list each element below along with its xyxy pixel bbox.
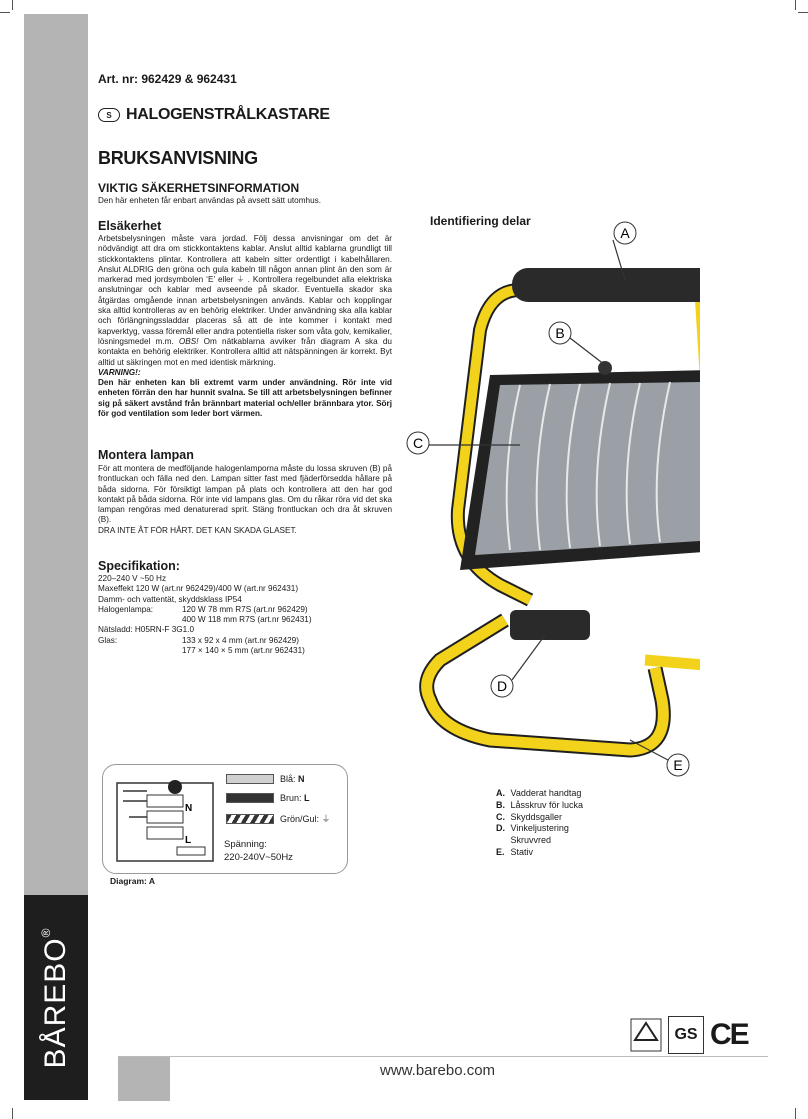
callout-a: A <box>620 225 630 241</box>
part-item: B. Låsskruv för lucka <box>496 799 584 810</box>
crop-mark <box>798 12 808 13</box>
brand-name: BÅREBO <box>39 936 72 1068</box>
certification-marks <box>630 1016 748 1054</box>
title-row <box>98 106 330 124</box>
warning-label: VARNING!: <box>98 367 141 377</box>
safety-heading: VIKTIG SÄKERHETSINFORMATION <box>98 181 300 195</box>
language-badge: S <box>98 108 120 122</box>
legend-green-yellow <box>226 812 331 825</box>
sidebar-band <box>24 14 88 1100</box>
spec-list <box>98 574 398 656</box>
floodlight-illustration <box>400 220 700 780</box>
brand-logo-band <box>24 895 88 1100</box>
part-item: D. Vinkeljustering <box>496 823 569 834</box>
crop-mark <box>0 12 10 13</box>
spec-protection: Damm- och vattentät, skyddsklass IP54 <box>98 594 242 604</box>
spec-glass-2: 177 × 140 × 5 mm (art.nr 962431) <box>182 646 305 656</box>
safety-triangle-icon <box>630 1018 662 1052</box>
legend-blue-text: Blå: N <box>280 774 305 784</box>
safety-intro: Den här enheten får enbart användas på avsett sätt utomhus. <box>98 196 322 205</box>
diagram-caption: Diagram: A <box>110 876 156 886</box>
ce-mark-icon: CE <box>710 1018 748 1051</box>
gs-mark-icon: GS <box>668 1016 704 1054</box>
registered-mark: ® <box>39 927 53 937</box>
spec-voltage: 220–240 V ~50 Hz <box>98 574 167 583</box>
spec-heading: Specifikation: <box>98 559 180 573</box>
callout-d: D <box>496 678 508 694</box>
angle-knob <box>510 610 590 640</box>
spec-lamp-2: 400 W 118 mm R7S (art.nr 962431) <box>182 615 312 625</box>
spec-glass-row <box>98 636 398 646</box>
legend-blue <box>226 774 305 784</box>
brand-logo <box>39 927 73 1068</box>
footer-divider <box>118 1056 768 1057</box>
spec-lamp-row <box>98 615 398 625</box>
spec-glass-1: 133 x 92 x 4 mm (art.nr 962429) <box>182 635 299 645</box>
wiring-diagram <box>115 773 219 865</box>
lock-screw <box>598 361 612 375</box>
part-item: A. Vadderat handtag <box>496 788 582 798</box>
electrical-heading: Elsäkerhet <box>98 219 162 233</box>
mounting-body <box>98 464 392 536</box>
part-item: C. Skyddsgaller <box>496 811 563 822</box>
legend-green-text: Grön/Gul: ⏚ <box>280 814 331 824</box>
identification-title: Identifiering delar <box>430 214 531 228</box>
parts-list <box>496 788 583 859</box>
legend-brown <box>226 793 310 803</box>
callout-e: E <box>673 757 683 773</box>
spec-cable: Nätsladd: H05RN-F 3G1.0 <box>98 625 195 635</box>
voltage-label: Spänning: <box>224 839 267 850</box>
spec-lamp-1: 120 W 78 mm R7S (art.nr 962429) <box>182 604 308 614</box>
legend-swatch <box>226 774 274 784</box>
website-url: www.barebo.com <box>380 1062 496 1079</box>
mounting-heading: Montera lampan <box>98 448 194 462</box>
obs-text: Om nätkablarna avviker från diagram A ska du kontakta en behörig elektriker. Kontrollera alltid att nätspänningen är korrekt. Byt alltid ut säkringen mot en med identisk märkning. <box>98 336 392 367</box>
legend-swatch <box>226 793 274 803</box>
spec-glass-row <box>98 646 398 656</box>
spec-lamp-label: Halogenlampa: <box>98 604 154 614</box>
product-title: HALOGENSTRÅLKASTARE <box>126 106 330 123</box>
crop-mark <box>795 0 796 10</box>
terminal-n-label: N <box>185 803 193 814</box>
padded-handle <box>512 268 700 302</box>
callout-b: B <box>555 325 565 341</box>
part-item: Skruvvred <box>510 835 552 846</box>
spec-glass-label: Glas: <box>98 635 118 645</box>
spec-power: Maxeffekt 120 W (art.nr 962429)/400 W (art.nr 962431) <box>98 584 299 594</box>
part-item: E. Stativ <box>496 846 534 857</box>
obs-label: OBS! <box>178 336 199 346</box>
manual-title: BRUKSANVISNING <box>98 148 258 168</box>
crop-mark <box>12 0 13 10</box>
stand-rear-bar <box>645 660 700 665</box>
voltage-note <box>224 838 293 864</box>
article-number: Art. nr: 962429 & 962431 <box>98 72 237 86</box>
mounting-caution: DRA INTE ÅT FÖR HÅRT. DET KAN SKADA GLASET. <box>98 525 297 535</box>
legend-swatch <box>226 814 274 824</box>
terminal-l-label: L <box>185 835 192 846</box>
legend-brown-text: Brun: L <box>280 793 310 803</box>
crop-mark <box>12 1108 13 1119</box>
electrical-text: Arbetsbelysningen måste vara jordad. Följ dessa anvisningar om det är nödvändigt att dra om stickkontaktens kablar. Anslut alltid kablarna grundligt till stickkontaktens plintar. Kontrollera att kabeln sitter ordentligt i kabelhållaren. Anslut ALDRIG den gröna och gula kabeln till någon annan plint än den som är markerad med jordsymbolen ‘E’ eller ⏚ . Kontrollera regelbundet alla elektriska anslutningar och kablar med avseende på skador. Eventuella skador ska åtgärdas omgående innan arbetsbelysningen används. Kablar och kopplingar ska alltid kontrolleras av en behörig elektriker. Under användning ska alla kablar och förlängningssladdar placeras så att de inte kommer i kontakt med kapverktyg, vassa föremål eller andra potentiella risker som våta golv, kemikalier, lösningsmedel m.m. <box>98 234 392 346</box>
mounting-text: För att montera de medföljande halogenlamporna måste du lossa skruven (B) på frontluckan och fälla ned den. Lampan sitter fast med fjäderförsedda hållare på båda sidorna. För försiktigt lampan på plats och kontrollera att den har god kontakt på båda sidorna. Rör inte vid lampans glas. Om du råkar röra vid det ska lampan rengöras med denaturerad sprit. Stäng frontluckan och dra åt skruven (B). <box>98 464 392 525</box>
footer-gray-block <box>118 1057 170 1101</box>
spec-lamp-row <box>98 605 398 615</box>
crop-mark <box>795 1108 796 1119</box>
warning-text: Den här enheten kan bli extremt varm under användning. Rör inte vid enheten förrän den har hunnit svalna. Se till att arbetsbelysningen befinner sig på säkert avstånd från brännbart material och/eller brännbara ytor. Sörj för god ventilation som leder bort värmen. <box>98 378 392 419</box>
electrical-body <box>98 234 392 419</box>
callout-c: C <box>412 435 424 451</box>
voltage-value: 220-240V~50Hz <box>224 852 293 863</box>
